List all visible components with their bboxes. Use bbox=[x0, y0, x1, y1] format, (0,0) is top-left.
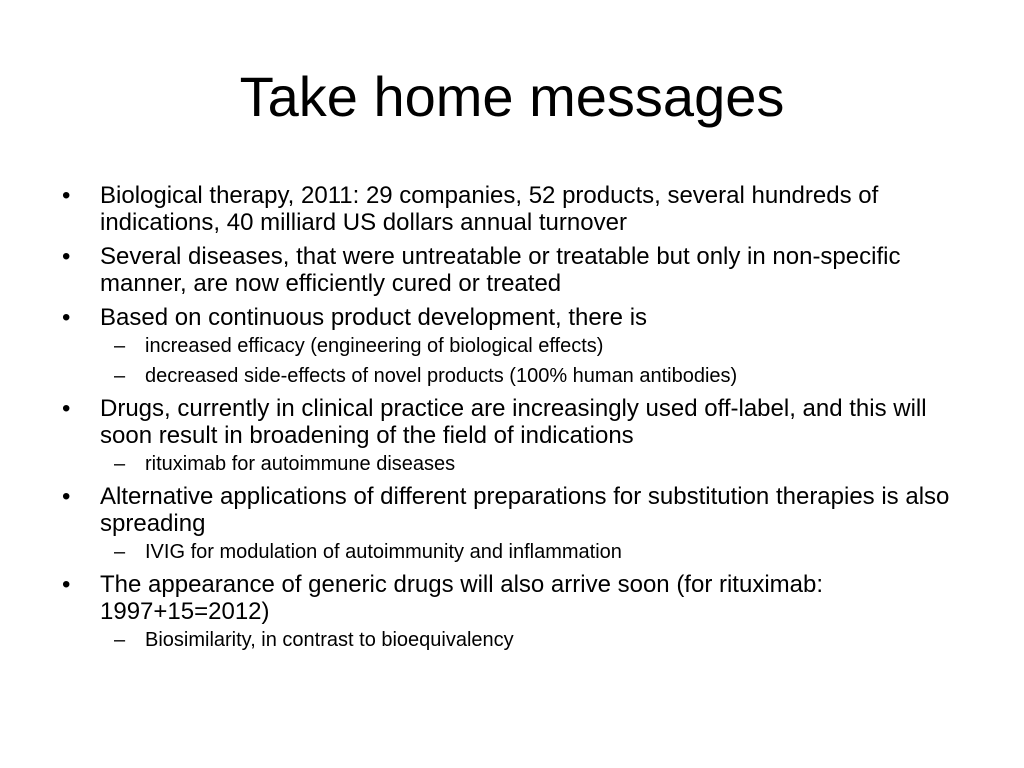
sub-bullet-text: increased efficacy (engineering of biological effects) bbox=[145, 335, 604, 357]
dash-icon: – bbox=[114, 453, 126, 475]
dash-icon: – bbox=[114, 335, 126, 357]
bullet-text: The appearance of generic drugs will also arrive soon (for rituximab: 1997+15=2012) bbox=[100, 571, 824, 625]
sub-bullet-list bbox=[100, 452, 972, 476]
bullet-text: Several diseases, that were untreatable or treatable but only in non-specific manner, are now efficiently cured or treated bbox=[100, 243, 901, 297]
bullet-item bbox=[62, 243, 972, 297]
sub-bullet-list bbox=[100, 334, 972, 388]
bullet-list bbox=[62, 182, 972, 659]
bullet-dot-icon: • bbox=[62, 571, 71, 598]
bullet-text: Based on continuous product development, there is bbox=[100, 304, 648, 331]
bullet-text: Drugs, currently in clinical practice are increasingly used off-label, and this will soon result in broadening of the field of indications bbox=[100, 395, 927, 449]
sub-bullet-text: IVIG for modulation of autoimmunity and inflammation bbox=[145, 541, 622, 563]
sub-bullet-text: Biosimilarity, in contrast to bioequivalency bbox=[145, 629, 514, 651]
sub-bullet-text: decreased side-effects of novel products (100% human antibodies) bbox=[145, 365, 738, 387]
sub-bullet-list bbox=[100, 540, 972, 564]
sub-bullet-item bbox=[100, 364, 972, 388]
bullet-dot-icon: • bbox=[62, 182, 71, 209]
bullet-item bbox=[62, 483, 972, 564]
bullet-item bbox=[62, 304, 972, 388]
sub-bullet-item bbox=[100, 334, 972, 358]
sub-bullet-item bbox=[100, 452, 972, 476]
dash-icon: – bbox=[114, 541, 126, 563]
bullet-item bbox=[62, 571, 972, 652]
bullet-dot-icon: • bbox=[62, 395, 71, 422]
bullet-dot-icon: • bbox=[62, 483, 71, 510]
sub-bullet-list bbox=[100, 628, 972, 652]
slide-title: Take home messages bbox=[239, 65, 785, 128]
sub-bullet-text: rituximab for autoimmune diseases bbox=[145, 453, 456, 475]
sub-bullet-item bbox=[100, 540, 972, 564]
dash-icon: – bbox=[114, 365, 126, 387]
bullet-text: Alternative applications of different preparations for substitution therapies is also spreading bbox=[100, 483, 950, 537]
bullet-dot-icon: • bbox=[62, 304, 71, 331]
sub-bullet-item bbox=[100, 628, 972, 652]
dash-icon: – bbox=[114, 629, 126, 651]
bullet-item bbox=[62, 395, 972, 476]
bullet-text: Biological therapy, 2011: 29 companies, 52 products, several hundreds of indications, 40 milliard US dollars annual turnover bbox=[100, 182, 879, 236]
bullet-dot-icon: • bbox=[62, 243, 71, 270]
bullet-item bbox=[62, 182, 972, 236]
